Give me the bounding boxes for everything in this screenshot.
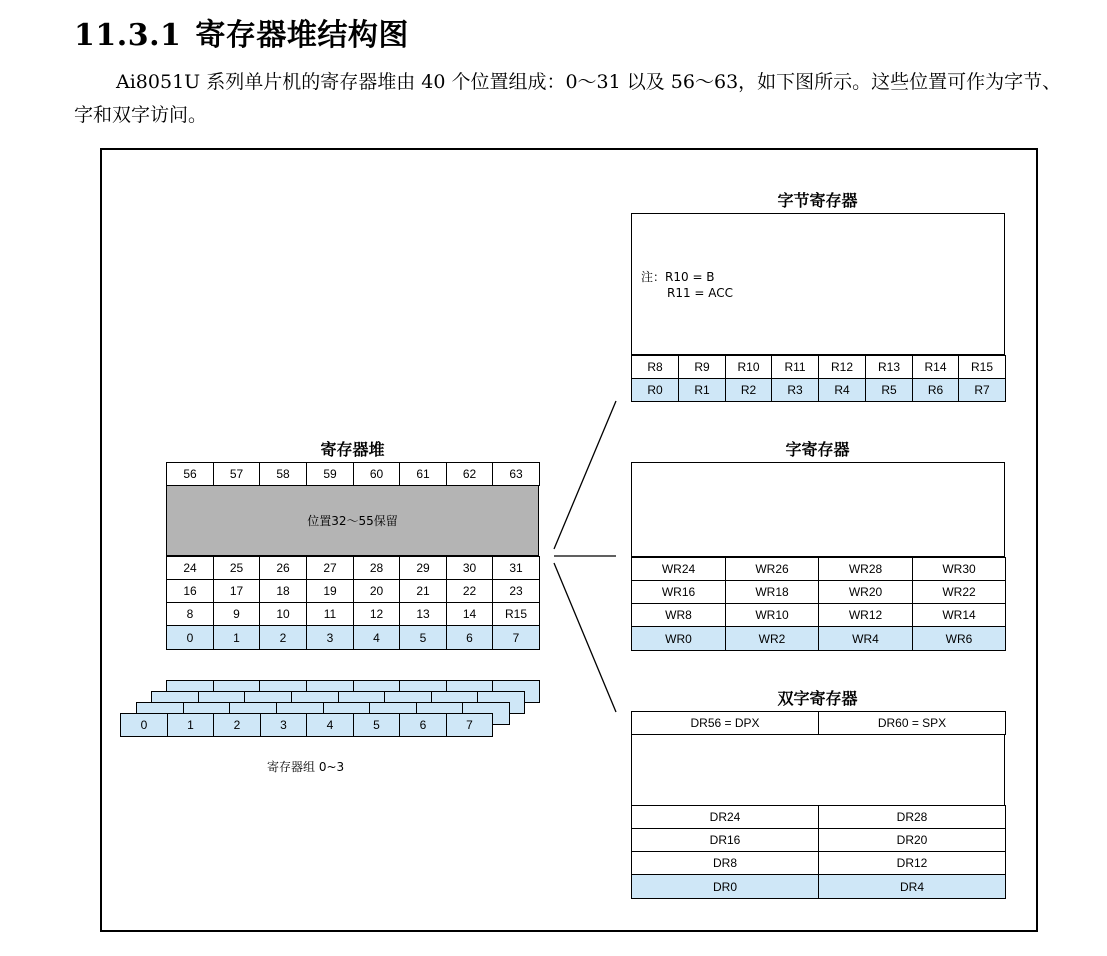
regfile-cell: 11 [306,602,354,626]
word-reg-cell: WR28 [818,557,913,581]
regfile-cell: 31 [492,556,540,580]
section-title: 寄存器堆结构图 [195,18,409,53]
byte-reg-cell: R15 [958,355,1006,379]
dword-reg-cell: DR56 = DPX [631,711,819,735]
regfile-cell: 57 [213,462,260,486]
dword-regs-title: 双字寄存器 [777,689,858,708]
regfile-cell: 9 [213,602,260,626]
word-reg-cell: WR26 [725,557,819,581]
bank-front-cell: 7 [446,713,493,737]
regfile-bank-cell: 6 [446,625,493,650]
word-reg-cell: WR16 [631,580,726,604]
byte-reg-cell: R13 [865,355,913,379]
intro-paragraph: Ai8051U 系列单片机的寄存器堆由 40 个位置组成：0～31 以及 56～63，如下图所示。这些位置可作为字节、字和双字访问。 [74,71,1062,126]
word-reg-cell: WR18 [725,580,819,604]
word-reg-cell: WR30 [912,557,1006,581]
word-reg-cell: WR8 [631,603,726,627]
byte-reg-cell: R8 [631,355,679,379]
byte-reg-bank-cell: R7 [958,378,1006,402]
regfile-cell: 22 [446,579,493,603]
regfile-cell: 29 [399,556,447,580]
byte-reg-bank-cell: R1 [678,378,726,402]
regfile-cell: 17 [213,579,260,603]
note-line-1: R10 = B [665,270,715,284]
regfile-bank-cell: 2 [259,625,307,650]
bank-front-cell: 5 [353,713,400,737]
bank-front-cell: 2 [213,713,261,737]
regfile-cell: 60 [353,462,400,486]
word-regs-box [631,462,1005,557]
regfile-cell: 28 [353,556,400,580]
word-reg-cell: WR14 [912,603,1006,627]
byte-reg-cell: R10 [725,355,772,379]
byte-regs-note-line-2: R11 = ACC [667,286,734,300]
bank-front-cell: 6 [399,713,447,737]
word-reg-cell: WR12 [818,603,913,627]
bank-front-cell: 3 [260,713,307,737]
regfile-cell: 24 [166,556,214,580]
byte-regs-note [641,269,715,285]
regfile-cell: 13 [399,602,447,626]
regfile-bank-cell: 7 [492,625,540,650]
byte-reg-bank-cell: R3 [771,378,819,402]
word-reg-cell: WR20 [818,580,913,604]
word-reg-bank-cell: WR2 [725,626,819,651]
bank-front-cell: 1 [167,713,214,737]
regfile-bank-cell: 1 [213,625,260,650]
dword-reg-cell: DR28 [818,805,1006,829]
bank-front-cell: 4 [306,713,354,737]
word-reg-cell: WR22 [912,580,1006,604]
regfile-cell: 63 [492,462,540,486]
regfile-cell: 20 [353,579,400,603]
dword-reg-cell: DR12 [818,851,1006,875]
regfile-bank-cell: 5 [399,625,447,650]
regfile-cell: 12 [353,602,400,626]
regfile-cell: R15 [492,602,540,626]
dword-reg-cell: DR20 [818,828,1006,852]
regfile-cell: 61 [399,462,447,486]
banks-caption: 寄存器组 0~3 [267,760,345,774]
regfile-cell: 23 [492,579,540,603]
byte-reg-bank-cell: R0 [631,378,679,402]
byte-reg-bank-cell: R5 [865,378,913,402]
regfile-cell: 25 [213,556,260,580]
dword-regs-box [631,734,1005,806]
section-number: 11.3.1 [74,18,182,53]
word-reg-bank-cell: WR4 [818,626,913,651]
regfile-title: 寄存器堆 [320,440,385,459]
regfile-cell: 10 [259,602,307,626]
byte-reg-cell: R9 [678,355,726,379]
regfile-cell: 21 [399,579,447,603]
byte-regs-title: 字节寄存器 [777,191,858,210]
word-reg-bank-cell: WR0 [631,626,726,651]
dword-reg-cell: DR24 [631,805,819,829]
bank-front-cell: 0 [120,713,168,737]
byte-reg-cell: R12 [818,355,866,379]
regfile-bank-cell: 0 [166,625,214,650]
dword-reg-cell: DR16 [631,828,819,852]
regfile-cell: 62 [446,462,493,486]
regfile-cell: 19 [306,579,354,603]
regfile-cell: 18 [259,579,307,603]
regfile-cell: 26 [259,556,307,580]
word-regs-title: 字寄存器 [785,440,850,459]
regfile-cell: 27 [306,556,354,580]
word-reg-cell: WR24 [631,557,726,581]
regfile-bank-cell: 4 [353,625,400,650]
byte-reg-bank-cell: R6 [912,378,959,402]
dword-reg-bank-cell: DR0 [631,874,819,899]
byte-reg-cell: R14 [912,355,959,379]
regfile-cell: 16 [166,579,214,603]
regfile-cell: 59 [306,462,354,486]
reserved-label: 位置32～55保留 [307,514,398,528]
byte-reg-cell: R11 [771,355,819,379]
regfile-cell: 8 [166,602,214,626]
regfile-cell: 56 [166,462,214,486]
regfile-cell: 30 [446,556,493,580]
regfile-cell: 58 [259,462,307,486]
dword-reg-cell: DR60 = SPX [818,711,1006,735]
regfile-bank-cell: 3 [306,625,354,650]
note-prefix: 注： [641,270,666,284]
dword-reg-bank-cell: DR4 [818,874,1006,899]
dword-reg-cell: DR8 [631,851,819,875]
byte-reg-bank-cell: R2 [725,378,772,402]
word-reg-cell: WR10 [725,603,819,627]
byte-reg-bank-cell: R4 [818,378,866,402]
regfile-cell: 14 [446,602,493,626]
word-reg-bank-cell: WR6 [912,626,1006,651]
